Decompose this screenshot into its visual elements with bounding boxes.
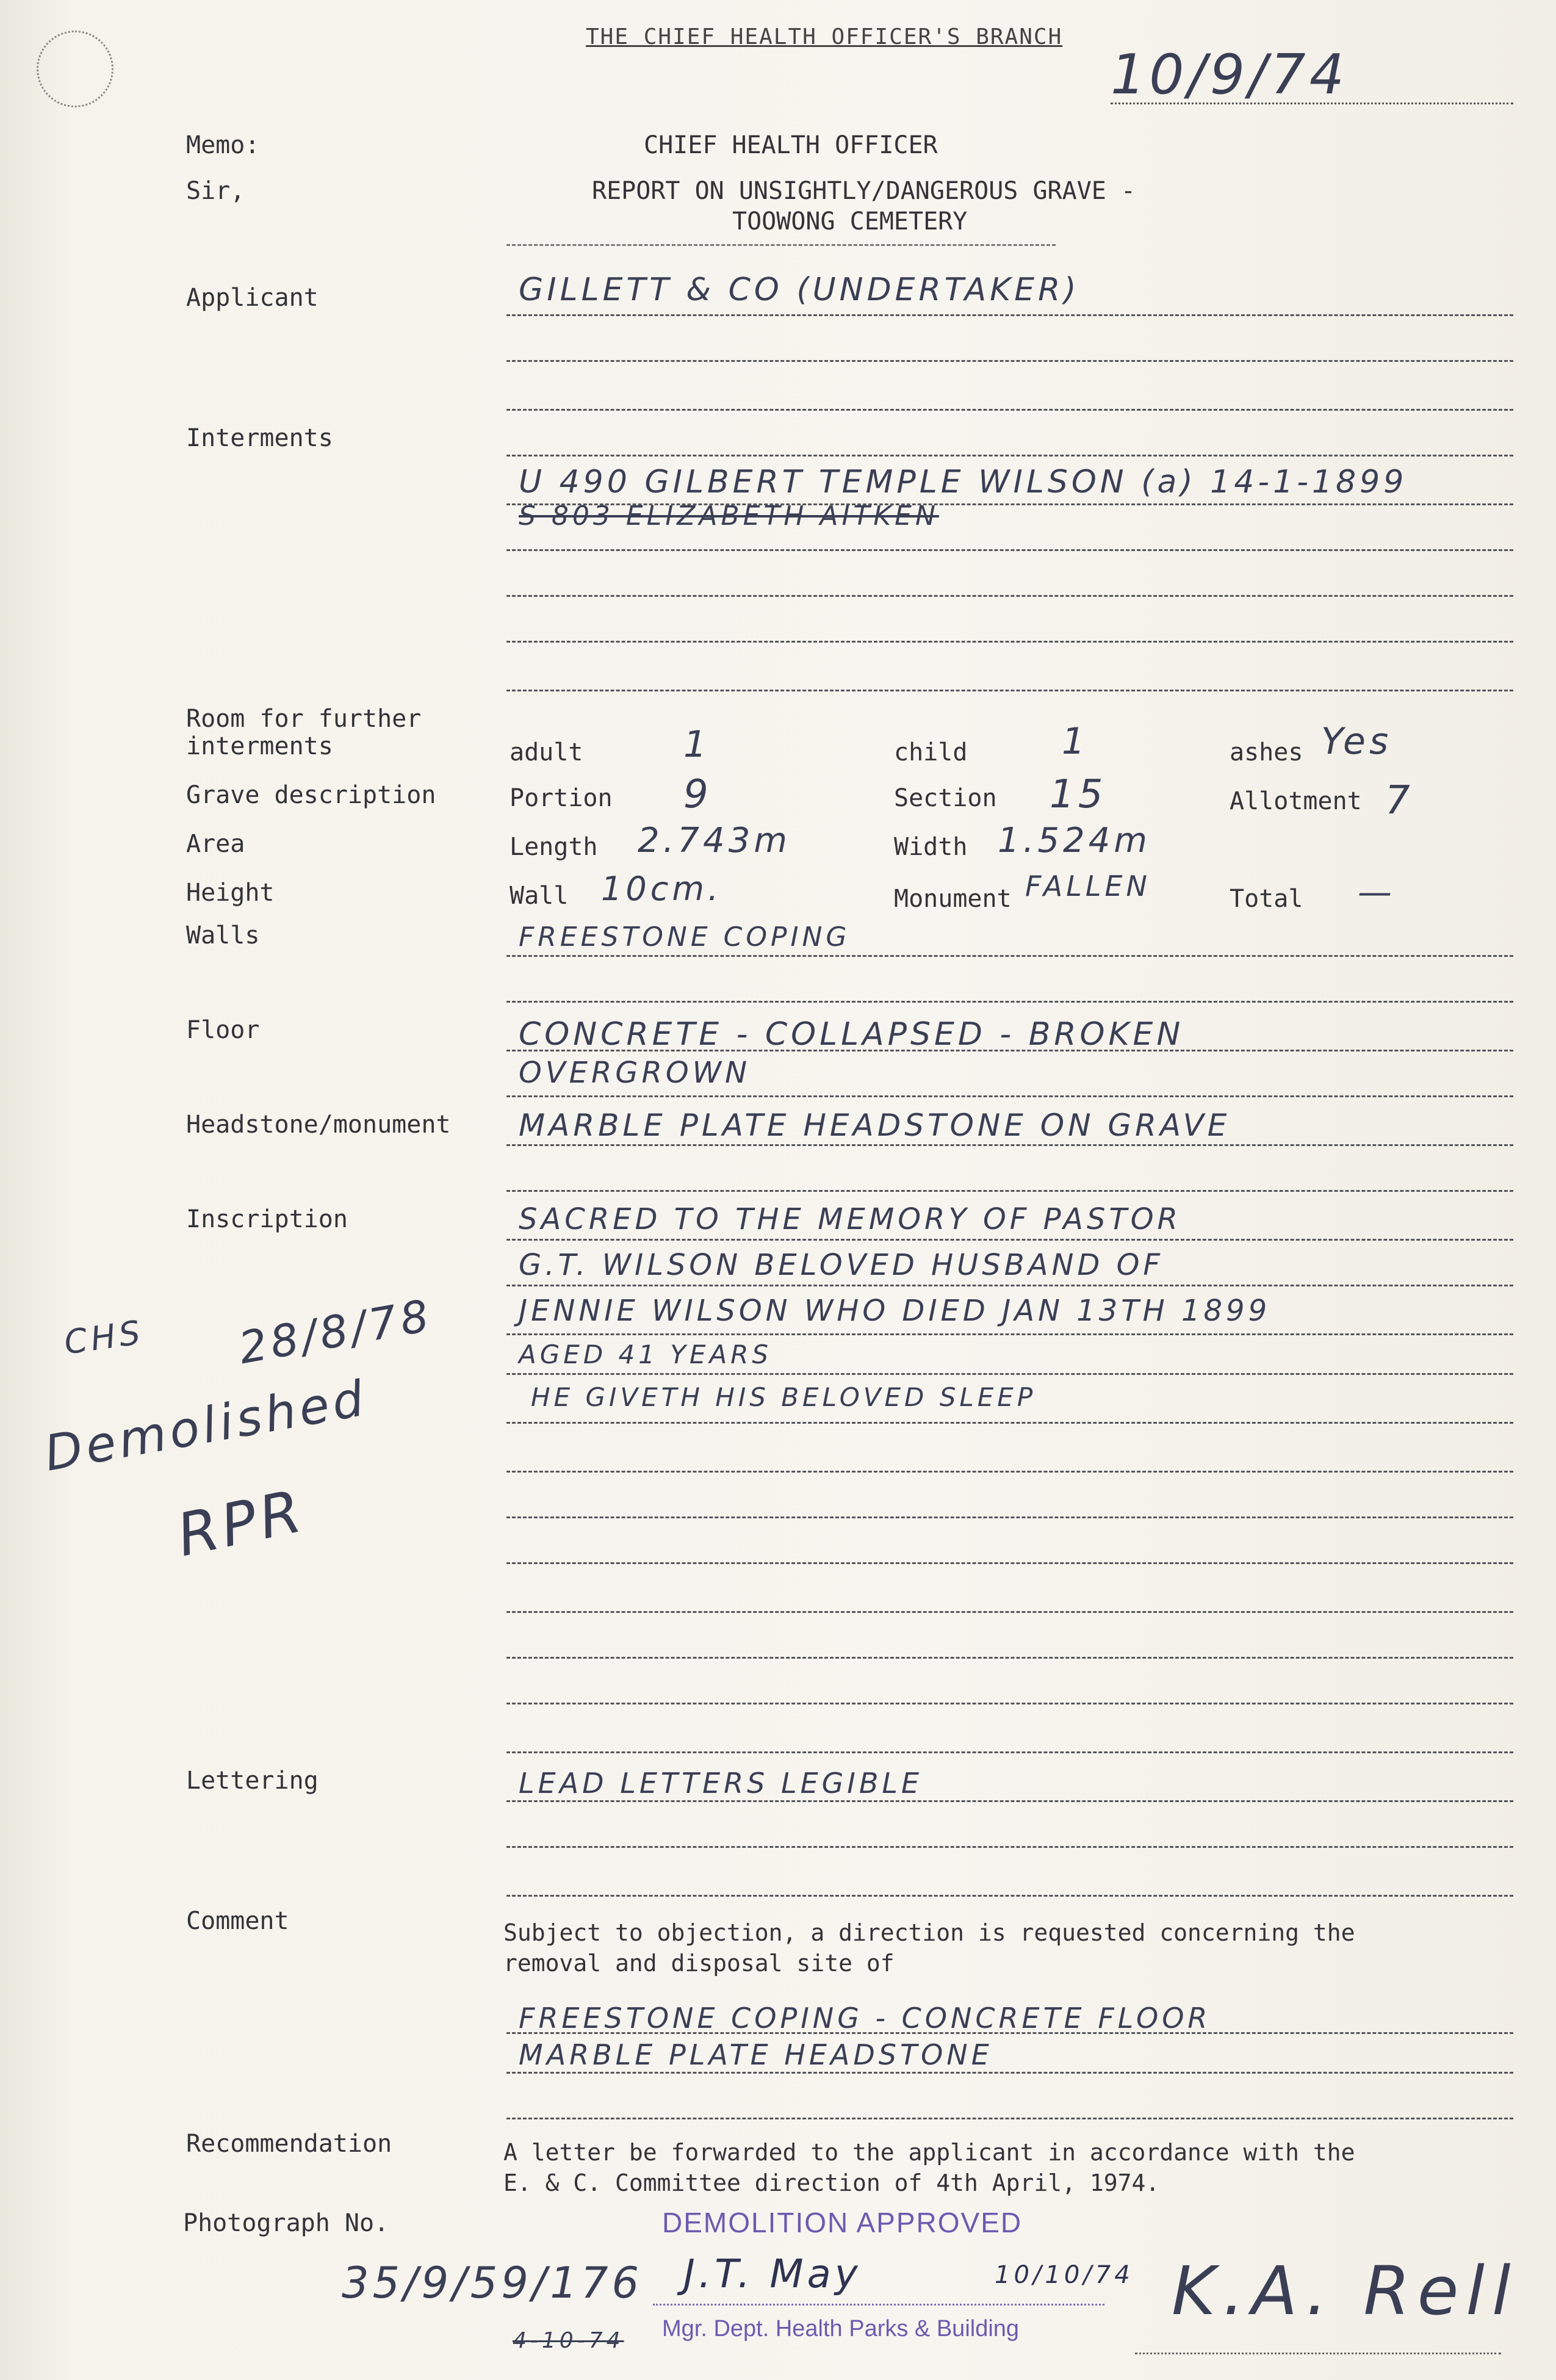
child-label: child bbox=[894, 738, 968, 766]
rule bbox=[506, 455, 1513, 456]
walls-value: FREESTONE COPING bbox=[519, 921, 851, 953]
margin-demolished: Demolished bbox=[40, 1369, 372, 1482]
adult-label: adult bbox=[510, 738, 583, 766]
stamp-title: Mgr. Dept. Health Parks & Building bbox=[662, 2316, 1020, 2342]
section-label: Section bbox=[894, 784, 997, 812]
rule bbox=[506, 1373, 1513, 1375]
monument-value: FALLEN bbox=[1025, 870, 1151, 903]
floor-value-2: OVERGROWN bbox=[519, 1056, 751, 1090]
rule bbox=[506, 1846, 1513, 1848]
photo-date: 4-10-74 bbox=[513, 2328, 624, 2353]
applicant-label: Applicant bbox=[186, 284, 319, 312]
ashes-value: Yes bbox=[1321, 720, 1392, 763]
portion-value: 9 bbox=[683, 772, 712, 817]
rule bbox=[506, 1333, 1513, 1335]
headstone-label: Headstone/monument bbox=[186, 1111, 451, 1139]
section-value: 15 bbox=[1050, 772, 1107, 817]
rule bbox=[506, 1703, 1513, 1704]
sir-label: Sir, bbox=[186, 177, 245, 205]
stamp-dotted-line bbox=[653, 2304, 1104, 2306]
area-label: Area bbox=[186, 830, 245, 858]
wall-label: Wall bbox=[510, 882, 569, 910]
rule bbox=[506, 1095, 1513, 1097]
floor-value-1: CONCRETE - COLLAPSED - BROKEN bbox=[519, 1016, 1184, 1053]
rule bbox=[506, 1516, 1513, 1518]
rule bbox=[506, 409, 1513, 411]
rule bbox=[506, 2032, 1513, 2034]
rule bbox=[506, 1471, 1513, 1473]
inscription-line-5: HE GIVETH HIS BELOVED SLEEP bbox=[531, 1382, 1037, 1412]
comment-hand-1: FREESTONE COPING - CONCRETE FLOOR bbox=[519, 2002, 1211, 2035]
memo-label: Memo: bbox=[186, 131, 260, 159]
floor-label: Floor bbox=[186, 1016, 260, 1044]
inscription-label: Inscription bbox=[186, 1205, 348, 1233]
signature-dotted-line bbox=[1135, 2353, 1501, 2354]
walls-label: Walls bbox=[186, 921, 260, 950]
child-value: 1 bbox=[1062, 720, 1089, 763]
inscription-line-3: JENNIE WILSON WHO DIED JAN 13TH 1899 bbox=[519, 1294, 1271, 1328]
rule bbox=[506, 641, 1513, 643]
ashes-label: ashes bbox=[1230, 738, 1303, 766]
lettering-label: Lettering bbox=[186, 1767, 319, 1795]
margin-date: 28/8/78 bbox=[235, 1289, 436, 1374]
allotment-label: Allotment bbox=[1230, 787, 1362, 815]
rule bbox=[506, 1800, 1513, 1802]
rule bbox=[506, 314, 1513, 316]
rule bbox=[506, 1001, 1513, 1003]
recommendation-line-1: A letter be forwarded to the applicant in accordance with the bbox=[503, 2139, 1355, 2166]
rule bbox=[506, 360, 1513, 362]
rule bbox=[506, 1190, 1513, 1192]
stamp-signature: J.T. May bbox=[683, 2252, 862, 2297]
rule bbox=[506, 1657, 1513, 1659]
rule bbox=[506, 1239, 1513, 1241]
report-title-1: REPORT ON UNSIGHTLY/DANGEROUS GRAVE - bbox=[592, 177, 1136, 205]
headstone-value: MARBLE PLATE HEADSTONE ON GRAVE bbox=[519, 1108, 1231, 1143]
comment-hand-2: MARBLE PLATE HEADSTONE bbox=[519, 2038, 993, 2071]
grave-description-label: Grave description bbox=[186, 781, 436, 809]
inscription-line-1: SACRED TO THE MEMORY OF PASTOR bbox=[519, 1202, 1181, 1236]
wall-value: 10cm. bbox=[601, 870, 722, 908]
rule bbox=[506, 1422, 1513, 1424]
inscription-line-4: AGED 41 YEARS bbox=[519, 1340, 773, 1369]
rule bbox=[506, 595, 1513, 597]
monument-label: Monument bbox=[894, 885, 1012, 913]
recommendation-label: Recommendation bbox=[186, 2130, 392, 2158]
portion-label: Portion bbox=[510, 784, 613, 812]
length-value: 2.743m bbox=[638, 821, 791, 860]
rule bbox=[506, 1611, 1513, 1613]
width-value: 1.524m bbox=[998, 821, 1151, 860]
comment-typed-1: Subject to objection, a direction is requested concerning the bbox=[503, 1919, 1355, 1946]
total-value: — bbox=[1358, 873, 1396, 912]
margin-chs: CHS bbox=[62, 1313, 146, 1362]
allotment-value: 7 bbox=[1385, 778, 1414, 823]
recipient: CHIEF HEALTH OFFICER bbox=[644, 131, 938, 159]
officer-signature: K.A. Rell bbox=[1172, 2252, 1518, 2330]
rule bbox=[506, 549, 1513, 551]
rule bbox=[506, 1285, 1513, 1286]
margin-initials: RPR bbox=[171, 1476, 311, 1570]
applicant-value: GILLETT & CO (UNDERTAKER) bbox=[519, 272, 1080, 308]
rule bbox=[506, 690, 1513, 691]
inscription-line-2: G.T. WILSON BELOVED HUSBAND OF bbox=[519, 1248, 1164, 1282]
rule bbox=[506, 1144, 1513, 1146]
rule bbox=[506, 1050, 1513, 1051]
total-label: Total bbox=[1230, 885, 1303, 913]
report-date: 10/9/74 bbox=[1111, 43, 1348, 107]
date-dotted-line bbox=[1111, 103, 1513, 104]
comment-typed-2: removal and disposal site of bbox=[503, 1950, 895, 1977]
stamp-date: 10/10/74 bbox=[995, 2261, 1134, 2289]
punch-hole-ring bbox=[37, 31, 113, 107]
rule bbox=[506, 1895, 1513, 1897]
width-label: Width bbox=[894, 833, 968, 861]
room-label-2: interments bbox=[186, 732, 333, 760]
lettering-value: LEAD LETTERS LEGIBLE bbox=[519, 1767, 923, 1800]
rule bbox=[506, 2072, 1513, 2074]
adult-value: 1 bbox=[683, 723, 711, 766]
interment-2-struck: S 803 ELIZABETH AITKEN bbox=[519, 500, 939, 532]
rule bbox=[506, 1562, 1513, 1564]
rule bbox=[506, 2118, 1513, 2119]
comment-label: Comment bbox=[186, 1907, 289, 1935]
branch-header: THE CHIEF HEALTH OFFICER'S BRANCH bbox=[586, 24, 1063, 49]
report-title-2: TOOWONG CEMETERY bbox=[732, 207, 968, 236]
photo-number: 35/9/59/176 bbox=[342, 2258, 643, 2308]
rule bbox=[506, 955, 1513, 957]
height-label: Height bbox=[186, 879, 275, 907]
demolition-stamp: DEMOLITION APPROVED bbox=[662, 2207, 1023, 2238]
length-label: Length bbox=[510, 833, 598, 861]
recommendation-line-2: E. & C. Committee direction of 4th April, 1974. bbox=[503, 2169, 1160, 2196]
interments-label: Interments bbox=[186, 424, 333, 452]
room-label-1: Room for further bbox=[186, 705, 422, 733]
rule bbox=[506, 1751, 1513, 1753]
photograph-label: Photograph No. bbox=[183, 2209, 389, 2237]
title-rule bbox=[506, 244, 1056, 246]
interment-1: U 490 GILBERT TEMPLE WILSON (a) 14-1-1899 bbox=[519, 464, 1408, 500]
